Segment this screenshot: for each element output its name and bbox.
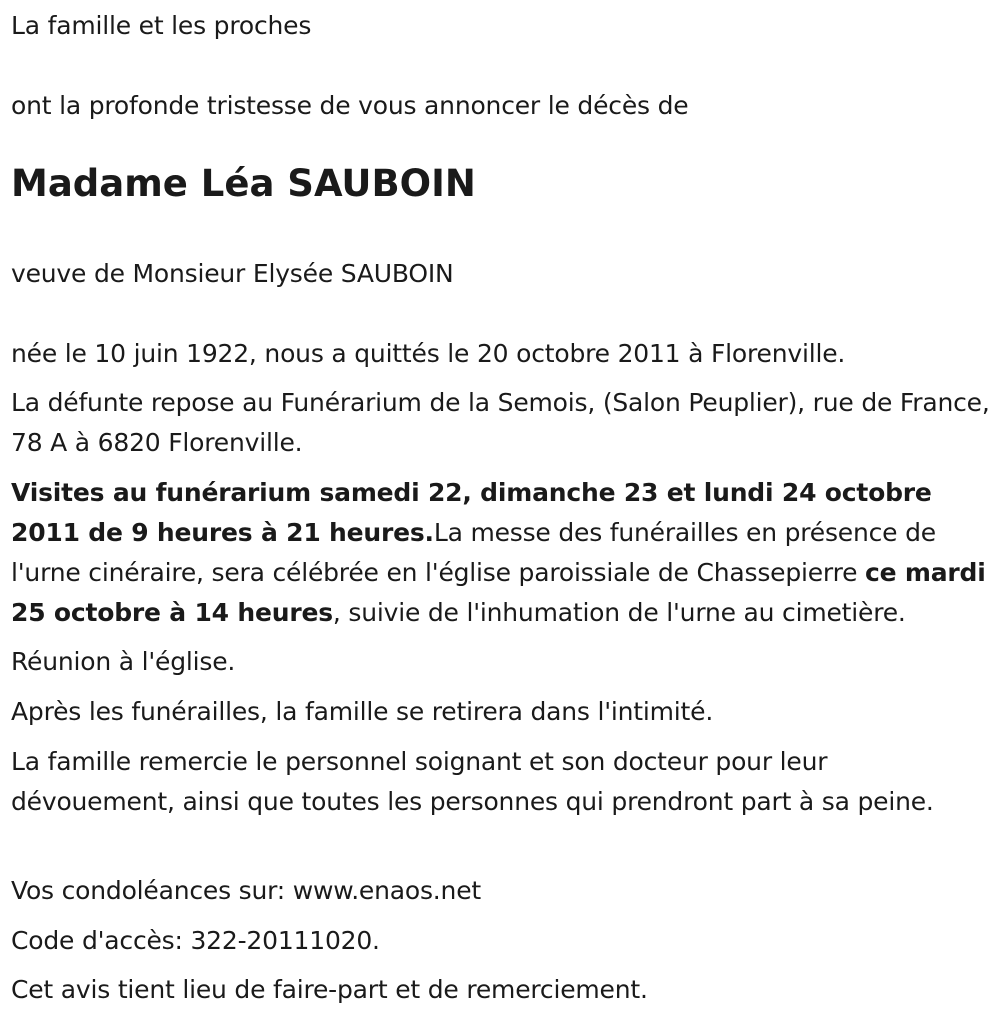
reunion-text: Réunion à l'église. [11, 647, 236, 676]
announce-text: ont la profonde tristesse de vous annoncer le décès de [11, 91, 689, 120]
condolences-text: Vos condoléances sur: www.enaos.net [11, 876, 481, 905]
access-code-text: Code d'accès: 322-20111020. [11, 926, 380, 955]
deceased-name: Madame Léa SAUBOIN [11, 162, 476, 205]
closing-text: Cet avis tient lieu de faire-part et de remerciement. [11, 975, 648, 1004]
intro-text: La famille et les proches [11, 11, 312, 40]
mass-date-bold: ce mardi 25 octobre à 14 heures [11, 558, 986, 627]
visits-paragraph [11, 473, 992, 633]
repose-text: La défunte repose au Funérarium de la Semois, (Salon Peuplier), rue de France, 78 A à 6820 Florenville. [11, 388, 990, 457]
widow-text: veuve de Monsieur Elysée SAUBOIN [11, 259, 454, 288]
thanks-text: La famille remercie le personnel soignant et son docteur pour leur dévouement, ainsi que toutes les personnes qui prendront part à sa peine. [11, 747, 934, 816]
after-text: Après les funérailles, la famille se retirera dans l'intimité. [11, 697, 714, 726]
birth-death-text: née le 10 juin 1922, nous a quittés le 20 octobre 2011 à Florenville. [11, 339, 846, 368]
mass-text: La messe des funérailles en présence de l'urne cinéraire, sera célébrée en l'église paroissiale de Chassepierre [11, 518, 936, 587]
visits-bold-lead: Visites au funérarium samedi 22, dimanche 23 et lundi 24 octobre 2011 de 9 heures à 21 heures. [11, 478, 932, 547]
mass-tail-text: , suivie de l'inhumation de l'urne au cimetière. [332, 598, 906, 627]
